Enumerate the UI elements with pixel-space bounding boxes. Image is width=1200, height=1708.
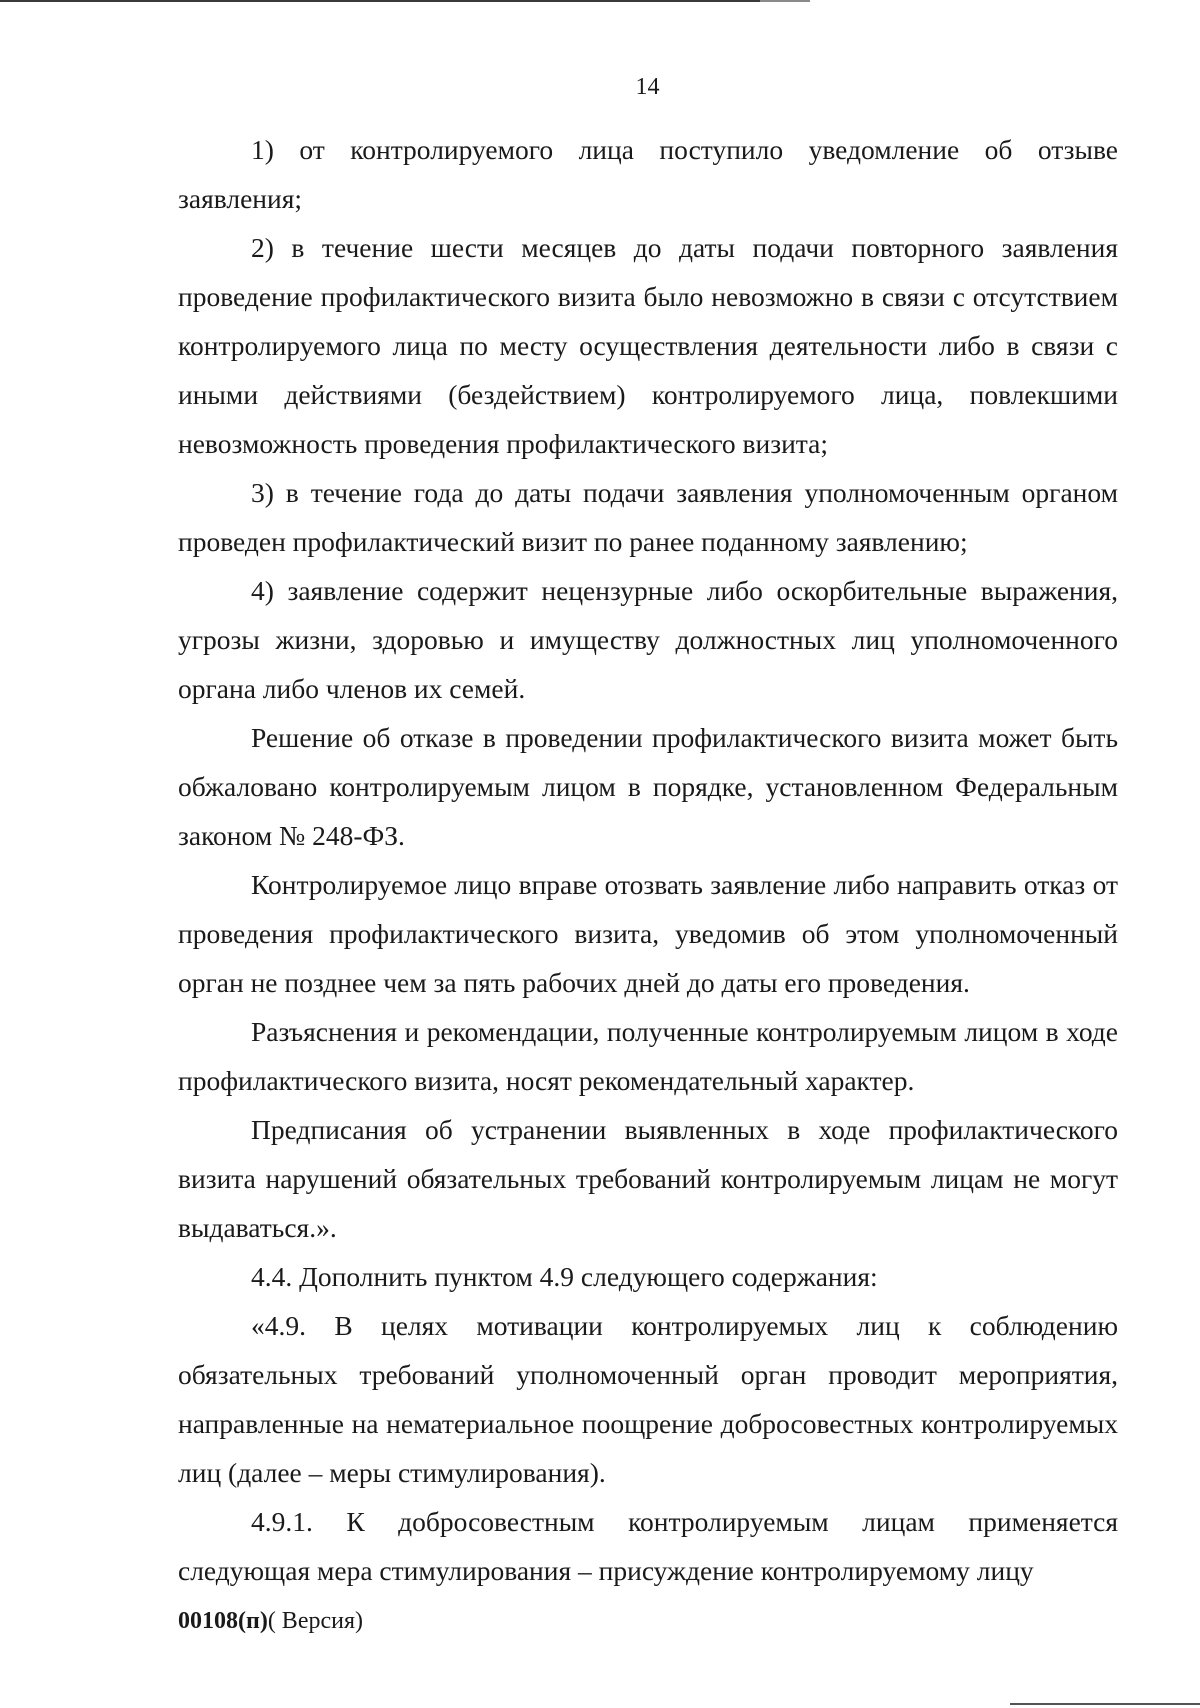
page-number: 14 [635, 74, 660, 100]
paragraph-withdrawal: Контролируемое лицо вправе отозвать заявление либо направить отказ от проведения профилактического визита, уведомив об этом уполномоченный орган не позднее чем за пять рабочих дней до даты его проведения. [178, 869, 1118, 998]
document-version: ( Версия) [267, 1608, 363, 1634]
paragraph-clause-4-9-1: 4.9.1. К добросовестным контролируемым лицам применяется следующая мера стимулирования – присуждение контролируемому лицу [178, 1506, 1118, 1586]
paragraph-appeal: Решение об отказе в проведении профилактического визита может быть обжаловано контролируемым лицом в порядке, установленном Федеральным законом № 248-ФЗ. [178, 722, 1118, 851]
scan-edge-top [0, 0, 810, 2]
paragraph-clause-4-9: «4.9. В целях мотивации контролируемых лиц к соблюдению обязательных требований уполномоченный орган проводит мероприятия, направленные на нематериальное поощрение добросовестных контролируемых лиц (далее – меры стимулирования). [178, 1310, 1118, 1488]
scan-edge-top-fragment [760, 0, 810, 2]
paragraph-item-4: 4) заявление содержит нецензурные либо оскорбительные выражения, угрозы жизни, здоровью и имуществу должностных лиц уполномоченного органа либо членов их семей. [178, 575, 1118, 704]
scan-edge-bottom [1010, 1703, 1200, 1705]
footer [178, 1608, 363, 1635]
document-code: 00108(п) [178, 1608, 268, 1634]
paragraph-item-3: 3) в течение года до даты подачи заявления уполномоченным органом проведен профилактический визит по ранее поданному заявлению; [178, 477, 1118, 557]
paragraph-clarifications: Разъяснения и рекомендации, полученные контролируемым лицом в ходе профилактического визита, носят рекомендательный характер. [178, 1016, 1118, 1096]
paragraph-amendment-4-4: 4.4. Дополнить пунктом 4.9 следующего содержания: [251, 1261, 878, 1292]
paragraph-prescriptions: Предписания об устранении выявленных в ходе профилактического визита нарушений обязательных требований контролируемым лицам не могут выдаваться.». [178, 1114, 1118, 1243]
paragraph-item-2: 2) в течение шести месяцев до даты подачи повторного заявления проведение профилактического визита было невозможно в связи с отсутствием контролируемого лица по месту осуществления деятельности либо в связи с иными действиями (бездействием) контролируемого лица, повлекшими невозможность проведения профилактического визита; [178, 232, 1118, 459]
paragraph-item-1: 1) от контролируемого лица поступило уведомление об отзыве заявления; [178, 134, 1118, 214]
document-body [178, 125, 1118, 1595]
